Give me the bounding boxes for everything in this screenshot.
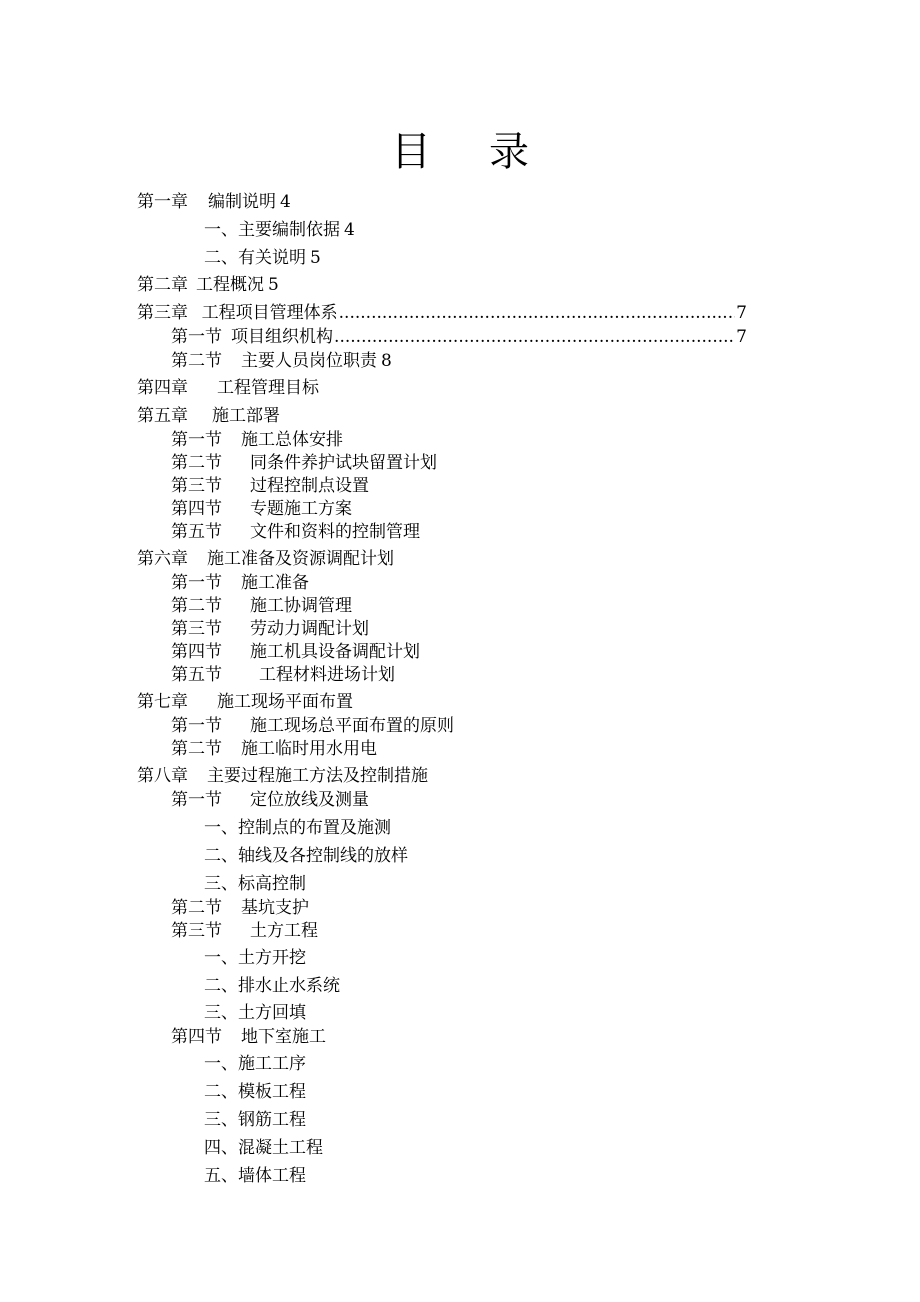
- entry-title: 三、土方回填: [204, 1003, 306, 1023]
- toc-entry-item[interactable]: [204, 816, 391, 840]
- toc-entry-section[interactable]: [171, 520, 420, 544]
- toc-entry-item[interactable]: [204, 872, 306, 896]
- entry-title: 地下室施工: [241, 1027, 326, 1047]
- toc-entry-section[interactable]: [171, 497, 352, 521]
- entry-number: 第四章: [137, 378, 188, 398]
- entry-number: 第三节: [171, 619, 222, 639]
- entry-title: 土方工程: [250, 921, 318, 941]
- entry-number: 第三节: [171, 921, 222, 941]
- entry-title: 施工部署: [212, 406, 280, 426]
- entry-number: 第一节: [171, 327, 222, 347]
- entry-number: 第二节: [171, 453, 222, 473]
- entry-number: 第二节: [171, 351, 222, 371]
- toc-entry-item[interactable]: [204, 1136, 323, 1160]
- entry-title: 施工现场总平面布置的原则: [250, 716, 454, 736]
- entry-number: 第一节: [171, 573, 222, 593]
- entry-title: 施工现场平面布置: [217, 692, 353, 712]
- toc-entry-section[interactable]: [171, 1025, 326, 1049]
- toc-entry-section[interactable]: [171, 663, 395, 687]
- entry-title: 基坑支护: [241, 898, 309, 918]
- entry-number: 第四节: [171, 642, 222, 662]
- entry-number: 第三章: [137, 303, 188, 323]
- toc-entry-section[interactable]: [171, 571, 309, 595]
- toc-entry-chapter-6[interactable]: [137, 547, 394, 571]
- dot-leader: [334, 325, 735, 349]
- toc-entry-section[interactable]: [171, 325, 747, 349]
- toc-entry-section[interactable]: [171, 919, 318, 943]
- entry-title: 编制说明: [208, 192, 276, 212]
- entry-title: 一、土方开挖: [204, 948, 306, 968]
- entry-title: 施工协调管理: [250, 596, 352, 616]
- entry-title: 工程项目管理体系: [201, 303, 338, 323]
- entry-number: 第二节: [171, 898, 222, 918]
- entry-page: 4: [344, 220, 355, 240]
- toc-entry-section[interactable]: [171, 617, 369, 641]
- toc-entry-chapter-3[interactable]: [137, 301, 747, 325]
- entry-number: 第五节: [171, 522, 222, 542]
- entry-title: 同条件养护试块留置计划: [250, 453, 437, 473]
- toc-entry-chapter-1[interactable]: [137, 190, 291, 214]
- toc-entry-item[interactable]: [204, 1108, 306, 1132]
- entry-number: 第一节: [171, 430, 222, 450]
- toc-entry-section[interactable]: [171, 640, 420, 664]
- entry-number: 第一节: [171, 716, 222, 736]
- entry-title: 工程概况: [196, 275, 264, 295]
- entry-number: 第七章: [137, 692, 188, 712]
- toc-entry-section[interactable]: [171, 428, 343, 452]
- entry-title: 劳动力调配计划: [250, 619, 369, 639]
- entry-title: 三、标高控制: [204, 874, 306, 894]
- toc-entry-item[interactable]: [204, 946, 306, 970]
- toc-entry-section[interactable]: [171, 349, 392, 373]
- entry-title: 主要人员岗位职责: [241, 351, 377, 371]
- entry-title: 施工临时用水用电: [241, 739, 377, 759]
- toc-entry-item[interactable]: [204, 246, 321, 270]
- toc-entry-chapter-2[interactable]: [137, 273, 279, 297]
- entry-number: 第一章: [137, 192, 188, 212]
- entry-page: 7: [736, 327, 747, 347]
- entry-title: 专题施工方案: [250, 499, 352, 519]
- toc-entry-item[interactable]: [204, 844, 408, 868]
- entry-title: 二、模板工程: [204, 1082, 306, 1102]
- entry-title: 施工机具设备调配计划: [250, 642, 420, 662]
- entry-title: 施工准备: [241, 573, 309, 593]
- entry-title: 工程材料进场计划: [259, 665, 395, 685]
- entry-number: 第三节: [171, 476, 222, 496]
- entry-title: 四、混凝土工程: [204, 1138, 323, 1158]
- entry-title: 二、有关说明: [204, 248, 306, 268]
- title-char-1: 目: [391, 129, 431, 175]
- toc-entry-chapter-8[interactable]: [137, 764, 428, 788]
- toc-entry-section[interactable]: [171, 451, 437, 475]
- toc-entry-section[interactable]: [171, 474, 369, 498]
- toc-entry-section[interactable]: [171, 788, 369, 812]
- entry-page: 4: [280, 192, 291, 212]
- entry-title: 主要过程施工方法及控制措施: [207, 766, 428, 786]
- entry-title: 二、轴线及各控制线的放样: [204, 846, 408, 866]
- toc-entry-section[interactable]: [171, 896, 309, 920]
- entry-number: 第一节: [171, 790, 222, 810]
- toc-entry-item[interactable]: [204, 1164, 306, 1188]
- toc-entry-item[interactable]: [204, 218, 355, 242]
- entry-number: 第五节: [171, 665, 222, 685]
- entry-title: 一、施工工序: [204, 1054, 306, 1074]
- entry-page: 5: [310, 248, 321, 268]
- entry-page: 8: [381, 351, 392, 371]
- entry-number: 第八章: [137, 766, 188, 786]
- entry-title: 过程控制点设置: [250, 476, 369, 496]
- entry-number: 第二节: [171, 596, 222, 616]
- toc-entry-item[interactable]: [204, 1001, 306, 1025]
- entry-page: 5: [268, 275, 279, 295]
- entry-number: 第五章: [137, 406, 188, 426]
- toc-entry-chapter-4[interactable]: [137, 376, 319, 400]
- entry-title: 项目组织机构: [231, 327, 334, 347]
- entry-number: 第二节: [171, 739, 222, 759]
- toc-entry-section[interactable]: [171, 594, 352, 618]
- entry-title: 工程管理目标: [217, 378, 319, 398]
- entry-title: 定位放线及测量: [250, 790, 369, 810]
- toc-entry-item[interactable]: [204, 1052, 306, 1076]
- dot-leader: [339, 301, 736, 325]
- entry-number: 第四节: [171, 499, 222, 519]
- entry-title: 施工总体安排: [241, 430, 343, 450]
- entry-number: 第二章: [137, 275, 188, 295]
- entry-title: 三、钢筋工程: [204, 1110, 306, 1130]
- title-char-2: 录: [489, 129, 529, 175]
- toc-entry-section[interactable]: [171, 737, 377, 761]
- entry-page: 7: [736, 303, 747, 323]
- toc-entry-item[interactable]: [204, 1080, 306, 1104]
- entry-number: 第四节: [171, 1027, 222, 1047]
- toc-entry-chapter-7[interactable]: [137, 690, 353, 714]
- toc-entry-chapter-5[interactable]: [137, 404, 280, 428]
- entry-number: 第六章: [137, 549, 188, 569]
- entry-title: 一、控制点的布置及施测: [204, 818, 391, 838]
- toc-entry-item[interactable]: [204, 974, 340, 998]
- toc-entry-section[interactable]: [171, 714, 454, 738]
- entry-title: 一、主要编制依据: [204, 220, 340, 240]
- entry-title: 施工准备及资源调配计划: [207, 549, 394, 569]
- entry-title: 二、排水止水系统: [204, 976, 340, 996]
- entry-title: 文件和资料的控制管理: [250, 522, 420, 542]
- entry-title: 五、墙体工程: [204, 1166, 306, 1186]
